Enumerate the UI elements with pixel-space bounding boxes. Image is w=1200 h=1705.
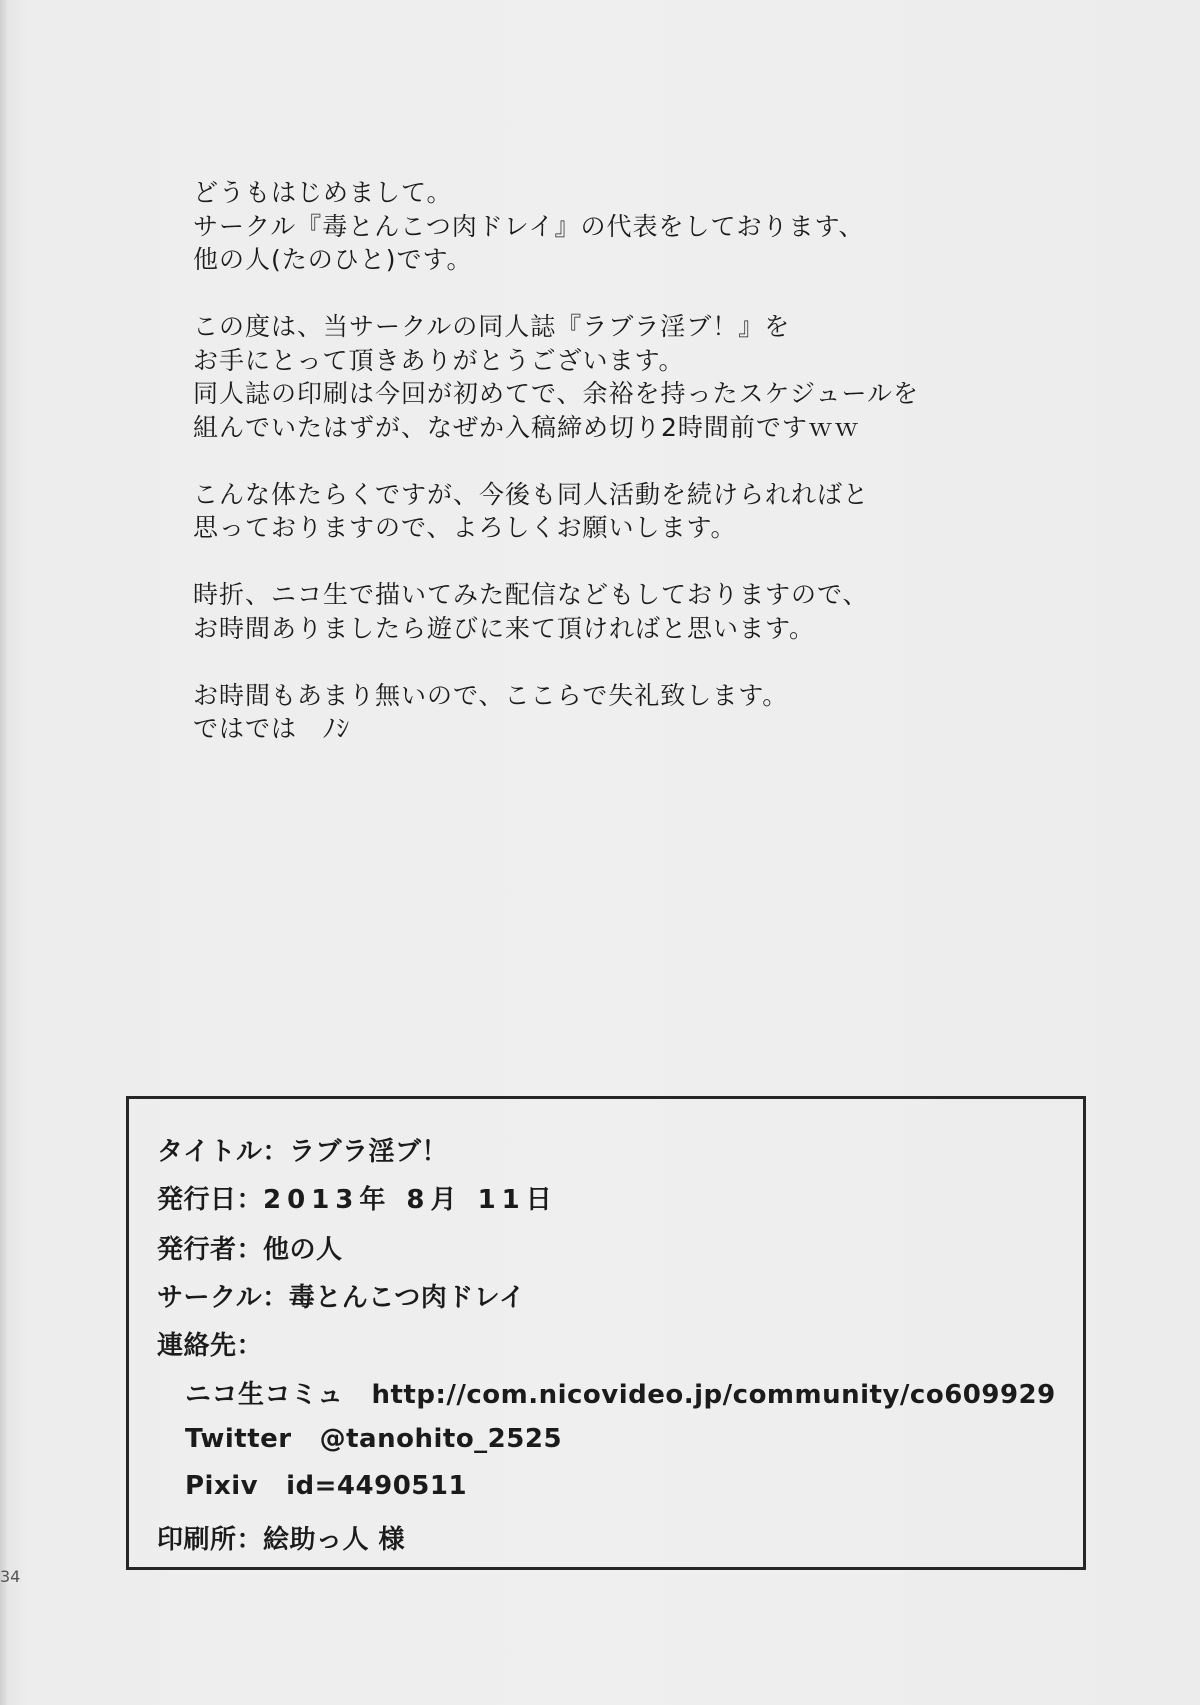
contact-niconico	[185, 1374, 1056, 1411]
paragraph-closing	[193, 679, 1173, 746]
message-line: こんな体たらくですが、今後も同人活動を続けられればと	[193, 479, 870, 509]
colophon-contact-label: 連絡先：	[157, 1331, 264, 1361]
colophon-publisher: 発行者：他の人	[157, 1235, 343, 1265]
message-line: お手にとって頂きありがとうございます。	[193, 345, 685, 375]
pixiv-id: id=4490511	[286, 1471, 468, 1501]
contact-twitter	[185, 1424, 562, 1454]
message-line: 思っておりますので、よろしくお願いします。	[193, 513, 737, 542]
contact-service: Pixiv	[185, 1471, 259, 1501]
niconico-community-link[interactable]: http://com.nicovideo.jp/community/co609929	[371, 1380, 1056, 1410]
message-line: どうもはじめまして。	[193, 178, 453, 207]
colophon-box	[126, 1096, 1086, 1570]
colophon-issue-date	[157, 1179, 558, 1216]
message-line: 同人誌の印刷は今回が初めてで、余裕を持ったスケジュールを	[193, 379, 920, 408]
colophon-title: タイトル：ラブラ淫ブ！	[157, 1137, 448, 1167]
paragraph-stream	[193, 578, 1173, 645]
message-line: お時間ありましたら遊びに来て頂ければと思います。	[193, 613, 816, 643]
paragraph-thanks	[193, 310, 1173, 444]
page-number: 34	[0, 1567, 21, 1586]
colophon-printer: 印刷所：絵助っ人 様	[157, 1525, 406, 1555]
paragraph-greeting	[193, 176, 1173, 277]
colophon-circle: サークル：毒とんこつ肉ドレイ	[157, 1283, 526, 1313]
paragraph-future	[193, 478, 1173, 545]
contact-service: Twitter	[185, 1424, 292, 1454]
message-line: お時間もあまり無いので、ここらで失礼致します。	[193, 680, 789, 710]
afterword-message	[193, 176, 1173, 779]
message-line: サークル『毒とんこつ肉ドレイ』の代表をしております、	[193, 211, 865, 241]
message-line: ではでは ﾉｼ	[193, 714, 351, 743]
message-line: 時折、ニコ生で描いてみた配信などもしておりますので、	[193, 580, 869, 609]
contact-service: ニコ生コミュ	[185, 1380, 344, 1410]
message-line: 組んでいたはずが、なぜか入稿締め切り2時間前ですｗｗ	[193, 412, 860, 442]
issue-date-label: 発行日：	[157, 1185, 264, 1215]
message-line: この度は、当サークルの同人誌『ラブラ淫ブ！』を	[193, 312, 791, 341]
twitter-handle: @tanohito_2525	[319, 1424, 563, 1454]
contact-pixiv	[185, 1471, 467, 1501]
binding-edge	[0, 0, 8, 1705]
message-line: 他の人(たのひと)です。	[193, 245, 473, 274]
issue-date-value: 2013年 8月 11日	[263, 1185, 558, 1215]
